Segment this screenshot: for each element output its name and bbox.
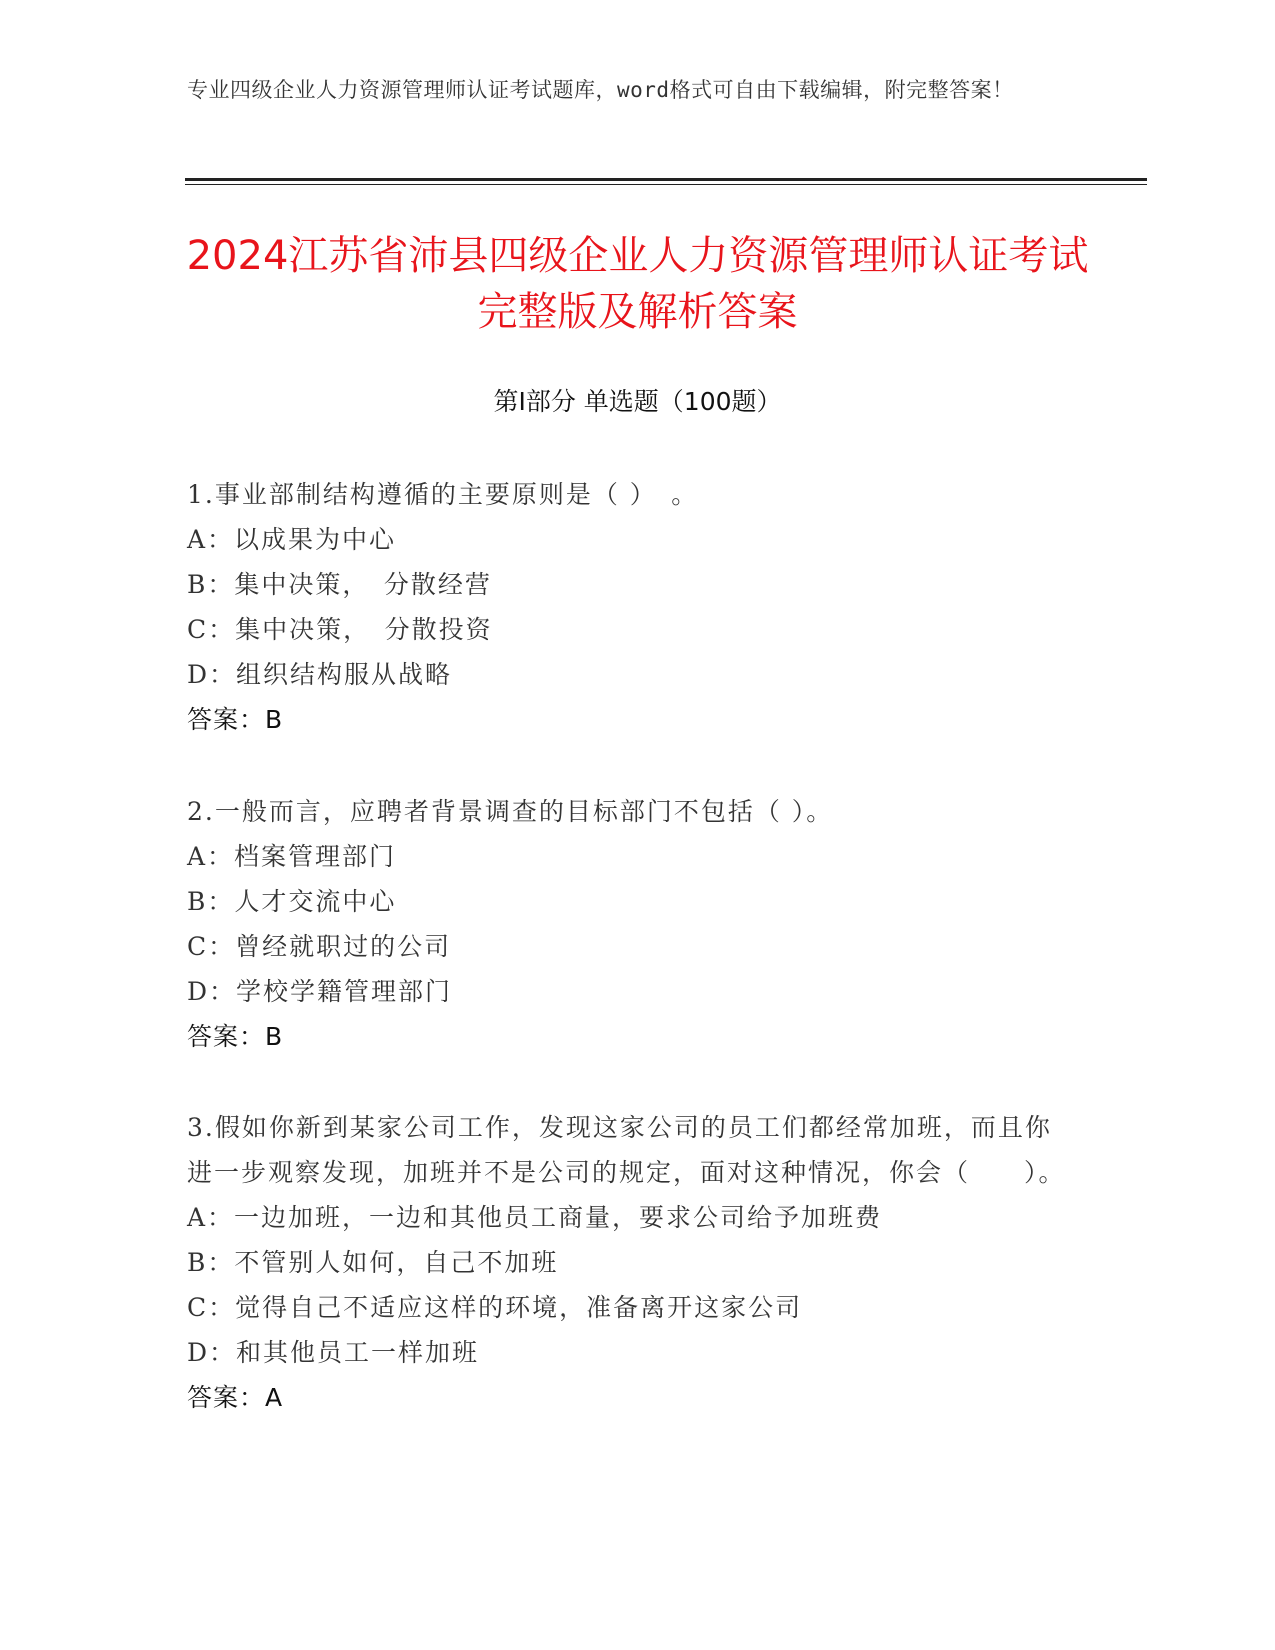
question-option-c: C：觉得自己不适应这样的环境，准备离开这家公司 xyxy=(187,1293,803,1322)
question-option-b: B：集中决策， 分散经营 xyxy=(187,570,492,599)
question-answer: 答案：A xyxy=(187,1383,284,1412)
header-note: 专业四级企业人力资源管理师认证考试题库，word格式可自由下载编辑，附完整答案！ xyxy=(187,78,1014,102)
question-option-d: D：和其他员工一样加班 xyxy=(187,1338,480,1367)
question-option-b: B：不管别人如何，自己不加班 xyxy=(187,1248,559,1277)
question-stem: 1.事业部制结构遵循的主要原则是（ ） 。 xyxy=(187,480,699,509)
question-stem: 3.假如你新到某家公司工作，发现这家公司的员工们都经常加班，而且你进一步观察发现，加班并不是公司的规定，面对这种情况，你会（ ）。 xyxy=(187,1113,1066,1187)
question-option-a: A：档案管理部门 xyxy=(187,842,397,871)
document-title: 2024江苏省沛县四级企业人力资源管理师认证考试完整版及解析答案 xyxy=(186,233,1089,335)
header-divider-thick xyxy=(185,178,1147,181)
question-stem: 2.一般而言，应聘者背景调查的目标部门不包括（ ）。 xyxy=(187,797,834,826)
question-option-c: C：集中决策， 分散投资 xyxy=(187,615,493,644)
question-option-d: D：组织结构服从战略 xyxy=(187,660,453,689)
question-option-d: D：学校学籍管理部门 xyxy=(187,977,453,1006)
question-answer: 答案：B xyxy=(187,1022,284,1051)
header-divider-thin xyxy=(185,184,1147,185)
question-option-a: A：以成果为中心 xyxy=(187,525,397,554)
question-block xyxy=(187,472,1067,742)
question-option-b: B：人才交流中心 xyxy=(187,887,397,916)
question-block xyxy=(187,789,1067,1059)
question-answer: 答案：B xyxy=(187,705,284,734)
question-option-c: C：曾经就职过的公司 xyxy=(187,932,452,961)
section-title: 第Ⅰ部分 单选题（100题） xyxy=(493,387,782,416)
question-block xyxy=(187,1105,1067,1420)
question-option-a: A：一边加班，一边和其他员工商量，要求公司给予加班费 xyxy=(187,1203,883,1232)
